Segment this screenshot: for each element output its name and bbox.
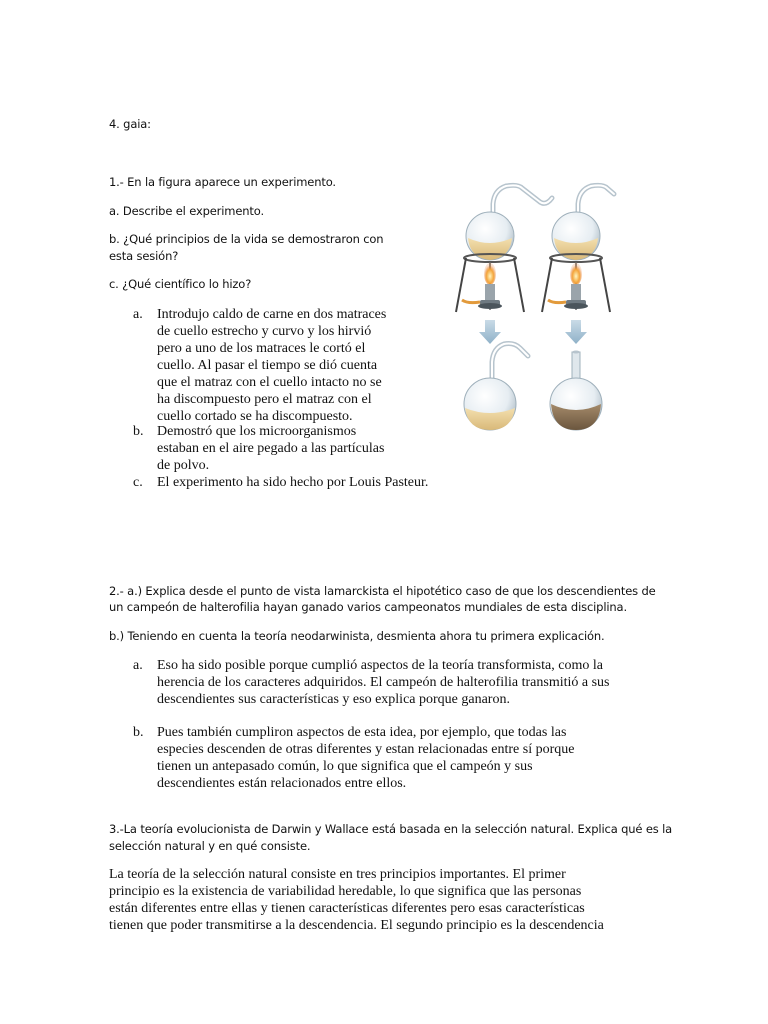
- answer-line: ha discompuesto pero el matraz con el: [157, 392, 372, 407]
- q3-answer: [109, 866, 689, 934]
- q1-answer-b: [133, 423, 433, 475]
- answer-line: tienen que poder transmitirse a la descendencia. El segundo principio es la descendencia: [109, 918, 604, 933]
- list-marker: a.: [133, 307, 143, 322]
- q2-part-a-line1: 2.- a.) Explica desde el punto de vista lamarckista el hipotético caso de que los descendientes de: [109, 584, 656, 598]
- down-arrow-icon: [479, 320, 501, 344]
- right-flask-result: [550, 351, 602, 431]
- q2-part-b: b.) Teniendo en cuenta la teoría neodarwinista, desmienta ahora tu primera explicación.: [109, 629, 605, 643]
- right-flask-heating: [542, 185, 614, 312]
- list-marker: c.: [133, 475, 143, 490]
- q1-part-b-line1: b. ¿Qué principios de la vida se demostraron con: [109, 232, 384, 246]
- answer-line: están diferentes entre ellas y tienen características diferentes pero esas características: [109, 901, 585, 916]
- answer-line: de polvo.: [157, 458, 210, 473]
- list-marker: a.: [133, 658, 143, 673]
- answer-line: Introdujo caldo de carne en dos matraces: [157, 307, 387, 322]
- answer-line: El experimento ha sido hecho por Louis Pasteur.: [157, 475, 429, 490]
- answer-line: principio es la existencia de variabilidad heredable, lo que significa que las personas: [109, 884, 582, 899]
- answer-line: cuello cortado se ha discompuesto.: [157, 409, 353, 424]
- answer-line: Eso ha sido posible porque cumplió aspectos de la teoría transformista, como la: [157, 658, 603, 673]
- left-flask-heating: [456, 185, 552, 312]
- answer-line: de cuello estrecho y curvo y los hirvió: [157, 324, 372, 339]
- q1-part-c: c. ¿Qué científico lo hizo?: [109, 277, 252, 291]
- answer-line: Demostró que los microorganismos: [157, 424, 357, 439]
- q1-title: 1.- En la figura aparece un experimento.: [109, 175, 336, 189]
- answer-line: tienen un antepasado común, lo que significa que el campeón y sus: [157, 759, 533, 774]
- answer-line: que el matraz con el cuello intacto no se: [157, 375, 382, 390]
- q1-answer-a: [133, 306, 433, 426]
- q2-part-a-line2: un campeón de halterofilia hayan ganado varios campeonatos mundiales de esta disciplina.: [109, 600, 627, 614]
- answer-line: descendientes sus características y eso explica porque ganaron.: [157, 692, 510, 707]
- pasteur-experiment-figure: [448, 176, 618, 446]
- list-marker: b.: [133, 424, 144, 439]
- heading: 4. gaia:: [109, 117, 151, 131]
- list-marker: b.: [133, 725, 144, 740]
- q2-answer-b: [133, 724, 673, 794]
- answer-line: La teoría de la selección natural consiste en tres principios importantes. El primer: [109, 867, 566, 882]
- answer-line: pero a uno de los matraces le cortó el: [157, 341, 366, 356]
- answer-line: herencia de los caracteres adquiridos. El campeón de halterofilia transmitió a sus: [157, 675, 610, 690]
- down-arrow-icon: [565, 320, 587, 344]
- answer-line: Pues también cumpliron aspectos de esta idea, por ejemplo, que todas las: [157, 725, 567, 740]
- q1-answer-c: [133, 474, 473, 492]
- left-flask-result: [464, 344, 528, 431]
- answer-line: estaban en el aire pegado a las partículas: [157, 441, 385, 456]
- q3-line1: 3.-La teoría evolucionista de Darwin y Wallace está basada en la selección natural. Explica qué es la: [109, 822, 673, 836]
- q3-line2: selección natural y en qué consiste.: [109, 839, 311, 853]
- q1-part-a: a. Describe el experimento.: [109, 204, 264, 218]
- answer-line: especies descenden de otras diferentes y estan relacionadas entre sí porque: [157, 742, 575, 757]
- answer-line: cuello. Al pasar el tiempo se dió cuenta: [157, 358, 378, 373]
- answer-line: descendientes están relacionados entre ellos.: [157, 776, 407, 791]
- q1-part-b-line2: esta sesión?: [109, 249, 179, 263]
- q2-answer-a: [133, 657, 673, 709]
